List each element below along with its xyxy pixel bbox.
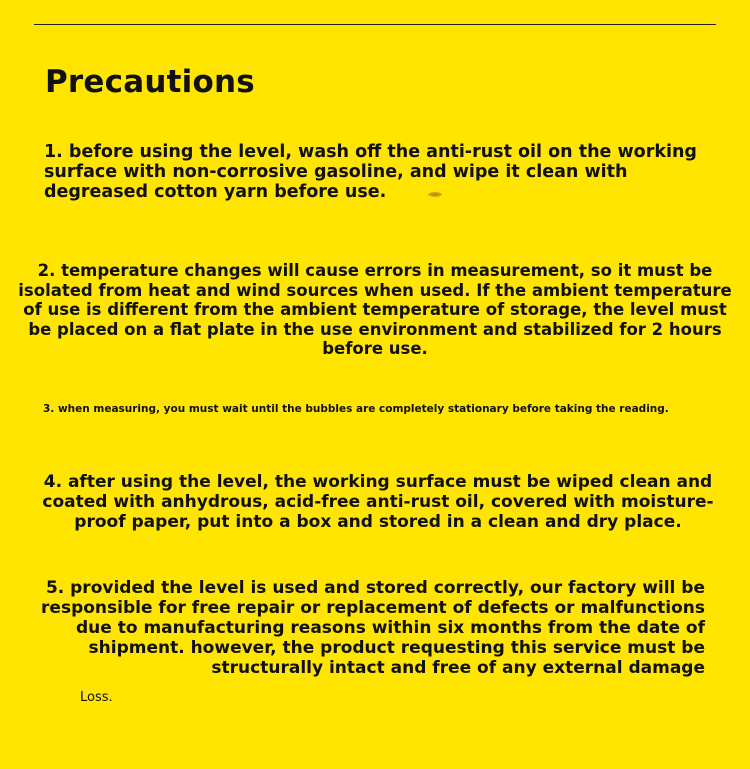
top-divider — [34, 24, 716, 25]
precaution-item-5: 5. provided the level is used and stored correctly, our factory will be responsible for free repair or replacement of defects or malfunctions due to manufacturing reasons within six months from the date of shipment. however, the product requesting this service must be structurally intact and free of any external damage — [41, 578, 705, 678]
page-title: Precautions — [45, 64, 255, 100]
precaution-item-1: 1. before using the level, wash off the anti-rust oil on the working surface with non-corrosive gasoline, and wipe it clean with degreased cotton yarn before use. — [44, 142, 697, 202]
precaution-item-3: 3. when measuring, you must wait until the bubbles are completely stationary before taking the reading. — [43, 403, 669, 415]
precaution-item-4: 4. after using the level, the working surface must be wiped clean and coated with anhydrous, acid-free anti-rust oil, covered with moisture-proof paper, put into a box and stored in a clean and dry place. — [42, 472, 714, 532]
precaution-item-2: 2. temperature changes will cause errors in measurement, so it must be isolated from heat and wind sources when used. If the ambient temperature of use is different from the ambient temperature of storage, the level must be placed on a flat plate in the use environment and stabilized for 2 hours before use. — [18, 261, 732, 358]
trailing-text: Loss. — [80, 690, 113, 705]
smudge-mark — [428, 192, 442, 197]
